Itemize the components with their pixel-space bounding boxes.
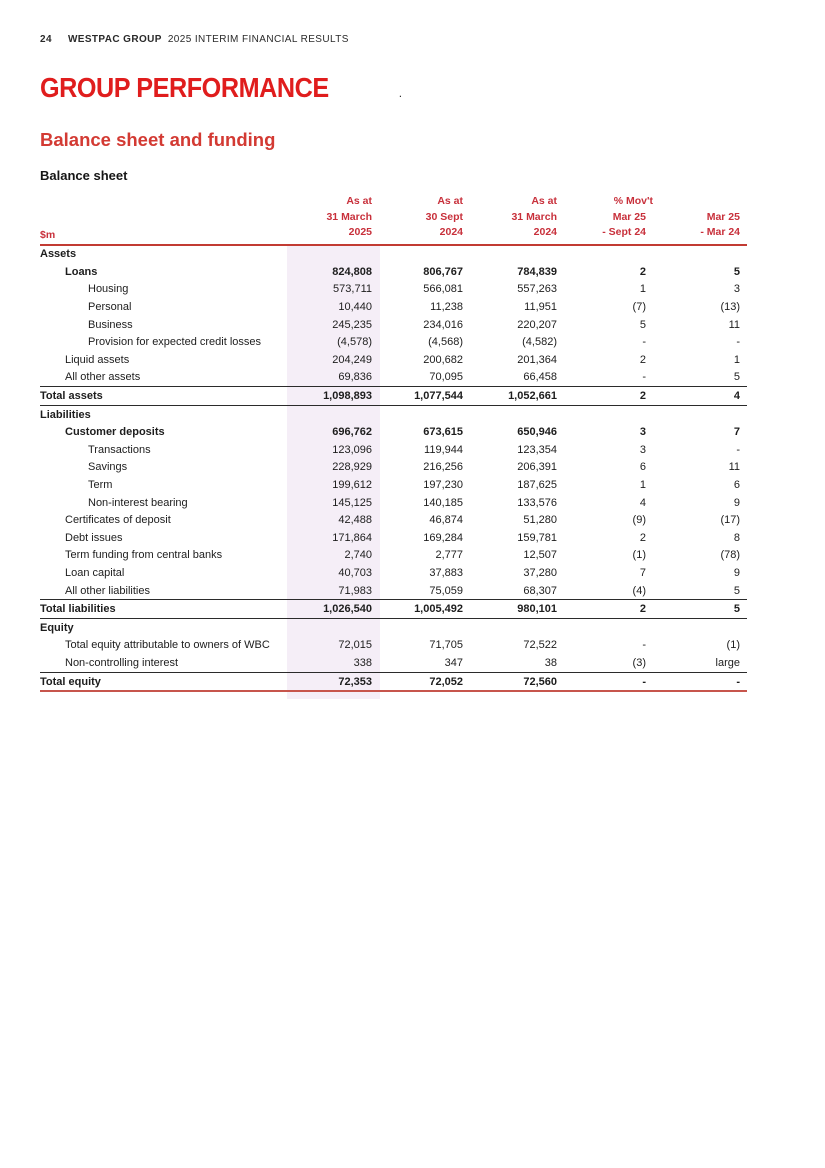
table-row [40, 263, 747, 281]
cell-value: - [642, 336, 646, 349]
cell-value: (7) [632, 301, 646, 314]
column-header-line: - Mar 24 [700, 226, 740, 238]
cell-value: 199,612 [287, 476, 380, 494]
row-label: All other liabilities [65, 584, 150, 597]
table-row [40, 637, 747, 655]
table-row [40, 281, 747, 299]
row-label: Assets [40, 248, 77, 261]
table-row [40, 672, 747, 691]
cell-value [565, 406, 654, 424]
cell-value: 1,005,492 [414, 603, 463, 616]
row-label: Total liabilities [40, 603, 116, 616]
table-row [40, 564, 747, 582]
column-header-line: % Mov't [613, 195, 653, 207]
cell-value: 980,101 [517, 603, 557, 616]
cell-value: 8 [733, 531, 740, 544]
cell-value: 566,081 [423, 283, 463, 296]
row-label: Total assets [40, 390, 103, 403]
cell-value: 37,280 [523, 566, 557, 579]
table-row [40, 654, 747, 672]
cell-value: 204,249 [287, 351, 380, 369]
cell-value: 37,883 [429, 566, 463, 579]
cell-value: - [642, 639, 646, 652]
table-row [40, 494, 747, 512]
cell-value: - [736, 675, 740, 688]
row-label: Equity [40, 621, 74, 634]
cell-value: 46,874 [429, 514, 463, 527]
column-header-line: 2024 [439, 226, 463, 238]
table-row [40, 406, 747, 424]
cell-value [380, 246, 471, 264]
cell-value: 347 [444, 656, 463, 669]
column-header-5 [654, 194, 747, 241]
cell-value: 673,615 [423, 426, 463, 439]
cell-value: 6 [639, 461, 646, 474]
cell-value: 2 [639, 390, 646, 403]
cell-value: 72,052 [429, 675, 463, 688]
cell-value: 1,026,540 [287, 600, 380, 618]
cell-value: 5 [733, 584, 740, 597]
column-header-line: 30 Sept [425, 210, 463, 223]
cell-value: 5 [639, 318, 646, 331]
cell-value: 4 [639, 496, 646, 509]
cell-value: 11 [728, 318, 740, 331]
column-header-line: 31 March [326, 210, 372, 223]
cell-value: 1 [639, 283, 646, 296]
cell-value [287, 246, 380, 264]
cell-value: 75,059 [429, 584, 463, 597]
cell-value: - [736, 336, 740, 349]
cell-value: 201,364 [517, 353, 557, 366]
table-row [40, 316, 747, 334]
cell-value: (9) [632, 514, 646, 527]
table-row [40, 599, 747, 619]
row-label: Total equity attributable to owners of WBC [65, 639, 270, 652]
column-header-2 [380, 194, 471, 241]
cell-value: 650,946 [517, 426, 557, 439]
cell-value: 228,929 [287, 459, 380, 477]
section-title: GROUP PERFORMANCE [40, 72, 329, 103]
cell-value: 200,682 [423, 353, 463, 366]
cell-value: 216,256 [423, 461, 463, 474]
cell-value: 72,015 [287, 637, 380, 655]
column-header-line [654, 194, 740, 210]
cell-value: 42,488 [287, 511, 380, 529]
cell-value: 11 [728, 461, 740, 474]
cell-value: 2 [639, 353, 646, 366]
cell-value: 71,983 [287, 582, 380, 600]
cell-value: 72,560 [523, 675, 557, 688]
table-row [40, 369, 747, 387]
cell-value: 69,836 [287, 369, 380, 387]
cell-value: 159,781 [517, 531, 557, 544]
column-header-line: 2025 [348, 226, 372, 238]
cell-value: 2,777 [435, 549, 463, 562]
column-header-line: As at [437, 195, 463, 207]
cell-value: (13) [720, 301, 740, 314]
column-header-3 [471, 194, 565, 241]
cell-value: 3 [639, 443, 646, 456]
cell-value: 5 [733, 265, 740, 278]
table-row [40, 476, 747, 494]
cell-value: 7 [733, 426, 740, 439]
row-label: Business [88, 318, 133, 331]
column-header-line: Mar 25 [706, 210, 740, 223]
cell-value: 573,711 [287, 281, 380, 299]
row-label: Total equity [40, 675, 101, 688]
table-row [40, 547, 747, 565]
column-header-line: - Sept 24 [602, 226, 646, 238]
row-label: All other assets [65, 371, 141, 384]
cell-value [287, 406, 380, 424]
cell-value: 1,052,661 [508, 390, 557, 403]
column-header-4 [565, 194, 654, 241]
cell-value: 40,703 [287, 564, 380, 582]
cell-value: 72,353 [287, 673, 380, 691]
cell-value: 187,625 [517, 479, 557, 492]
cell-value: (4,582) [522, 336, 557, 349]
cell-value: 9 [733, 496, 740, 509]
row-label: Customer deposits [65, 426, 165, 439]
cell-value [380, 406, 471, 424]
table-row [40, 351, 747, 369]
subsection-title: Balance sheet and funding [40, 129, 276, 150]
cell-value [654, 619, 747, 637]
cell-value: (4,578) [287, 333, 380, 351]
cell-value: (4,568) [428, 336, 463, 349]
cell-value: 133,576 [517, 496, 557, 509]
column-header-line: Mar 25 [612, 210, 646, 223]
balance-sheet-table [40, 194, 747, 699]
table-header-row [40, 194, 747, 246]
cell-value: (78) [720, 549, 740, 562]
cell-value: 68,307 [523, 584, 557, 597]
column-header-line: 31 March [511, 210, 557, 223]
cell-value: 119,944 [424, 443, 463, 456]
cell-value: 2,740 [287, 547, 380, 565]
row-label: Personal [88, 301, 132, 314]
row-label: Loans [65, 265, 98, 278]
cell-value: 66,458 [523, 371, 557, 384]
cell-value: 51,280 [523, 514, 557, 527]
cell-value: 7 [639, 566, 646, 579]
cell-value: 169,284 [423, 531, 463, 544]
table-row [40, 529, 747, 547]
cell-value: 1 [639, 479, 646, 492]
cell-value: large [715, 656, 740, 669]
cell-value: 3 [733, 283, 740, 296]
document-page [40, 0, 747, 699]
row-label: Liquid assets [65, 353, 130, 366]
cell-value: 1,077,544 [414, 390, 463, 403]
table-row [40, 511, 747, 529]
row-label: Term funding from central banks [65, 549, 223, 562]
stray-period: . [398, 85, 403, 100]
cell-value [471, 406, 565, 424]
table-row [40, 246, 747, 264]
cell-value: 245,235 [287, 316, 380, 334]
cell-value [471, 619, 565, 637]
row-label: Savings [88, 461, 128, 474]
cell-value: 234,016 [423, 318, 463, 331]
cell-value: 696,762 [287, 423, 380, 441]
cell-value: - [642, 675, 646, 688]
row-label: Debt issues [65, 531, 123, 544]
column-header-line: 2024 [533, 226, 557, 238]
table-row [40, 298, 747, 316]
cell-value: 784,839 [517, 265, 557, 278]
cell-value: 824,808 [287, 263, 380, 281]
cell-value: (3) [632, 656, 646, 669]
cell-value [654, 406, 747, 424]
column-header-line: As at [531, 195, 557, 207]
page-number: 24 [40, 34, 52, 45]
cell-value: 140,185 [423, 496, 463, 509]
cell-value: 220,207 [517, 318, 557, 331]
table-row [40, 582, 747, 600]
table-row [40, 459, 747, 477]
table-row [40, 619, 747, 637]
cell-value [287, 619, 380, 637]
cell-value: 206,391 [517, 461, 557, 474]
cell-value: 197,230 [423, 479, 463, 492]
row-label: Housing [88, 283, 129, 296]
table-bottom-rule [40, 690, 747, 692]
cell-value: - [736, 443, 740, 456]
cell-value: - [642, 371, 646, 384]
cell-value: 71,705 [429, 639, 463, 652]
row-label: Non-controlling interest [65, 656, 179, 669]
row-label: Liabilities [40, 408, 91, 421]
row-label: Transactions [88, 443, 151, 456]
cell-value: 3 [639, 426, 646, 439]
cell-value [380, 619, 471, 637]
row-label: Certificates of deposit [65, 514, 171, 527]
cell-value: (1) [726, 639, 740, 652]
row-label: Term [88, 479, 113, 492]
column-header-line: As at [346, 195, 372, 207]
cell-value [471, 246, 565, 264]
cell-value: 2 [639, 603, 646, 616]
cell-value [565, 619, 654, 637]
cell-value: 2 [639, 265, 646, 278]
row-label: Non-interest bearing [88, 496, 188, 509]
cell-value: 806,767 [423, 265, 463, 278]
cell-value: 11,951 [524, 301, 557, 314]
cell-value: 72,522 [523, 639, 557, 652]
row-label: Provision for expected credit losses [88, 336, 262, 349]
cell-value: 338 [287, 654, 380, 672]
cell-value: 6 [733, 479, 740, 492]
cell-value: (4) [632, 584, 646, 597]
cell-value: 1 [733, 353, 740, 366]
table-row [40, 423, 747, 441]
brand-name: WESTPAC GROUP [67, 34, 162, 45]
cell-value: 123,354 [517, 443, 557, 456]
cell-value: 5 [733, 371, 740, 384]
cell-value: (17) [720, 514, 740, 527]
cell-value: 145,125 [287, 494, 380, 512]
cell-value: 123,096 [287, 441, 380, 459]
cell-value: 12,507 [523, 549, 557, 562]
shaded-column-tail [287, 692, 380, 699]
unit-label: $m [40, 228, 56, 241]
table-row [40, 441, 747, 459]
report-title: 2025 INTERIM FINANCIAL RESULTS [167, 34, 349, 45]
cell-value: (1) [632, 549, 646, 562]
cell-value: 1,098,893 [287, 387, 380, 405]
cell-value: 10,440 [287, 298, 380, 316]
row-label: Loan capital [65, 566, 125, 579]
cell-value: 171,864 [287, 529, 380, 547]
cell-value: 11,238 [430, 301, 463, 314]
table-row [40, 333, 747, 351]
cell-value: 557,263 [517, 283, 557, 296]
cell-value [565, 246, 654, 264]
running-header [40, 34, 747, 45]
cell-value: 5 [733, 603, 740, 616]
cell-value: 38 [544, 656, 557, 669]
table-row [40, 386, 747, 406]
cell-value: 4 [733, 390, 740, 403]
cell-value [654, 246, 747, 264]
cell-value: 2 [639, 531, 646, 544]
cell-value: 70,095 [429, 371, 463, 384]
table-title: Balance sheet [40, 168, 128, 183]
column-header-1 [287, 194, 380, 241]
cell-value: 9 [733, 566, 740, 579]
